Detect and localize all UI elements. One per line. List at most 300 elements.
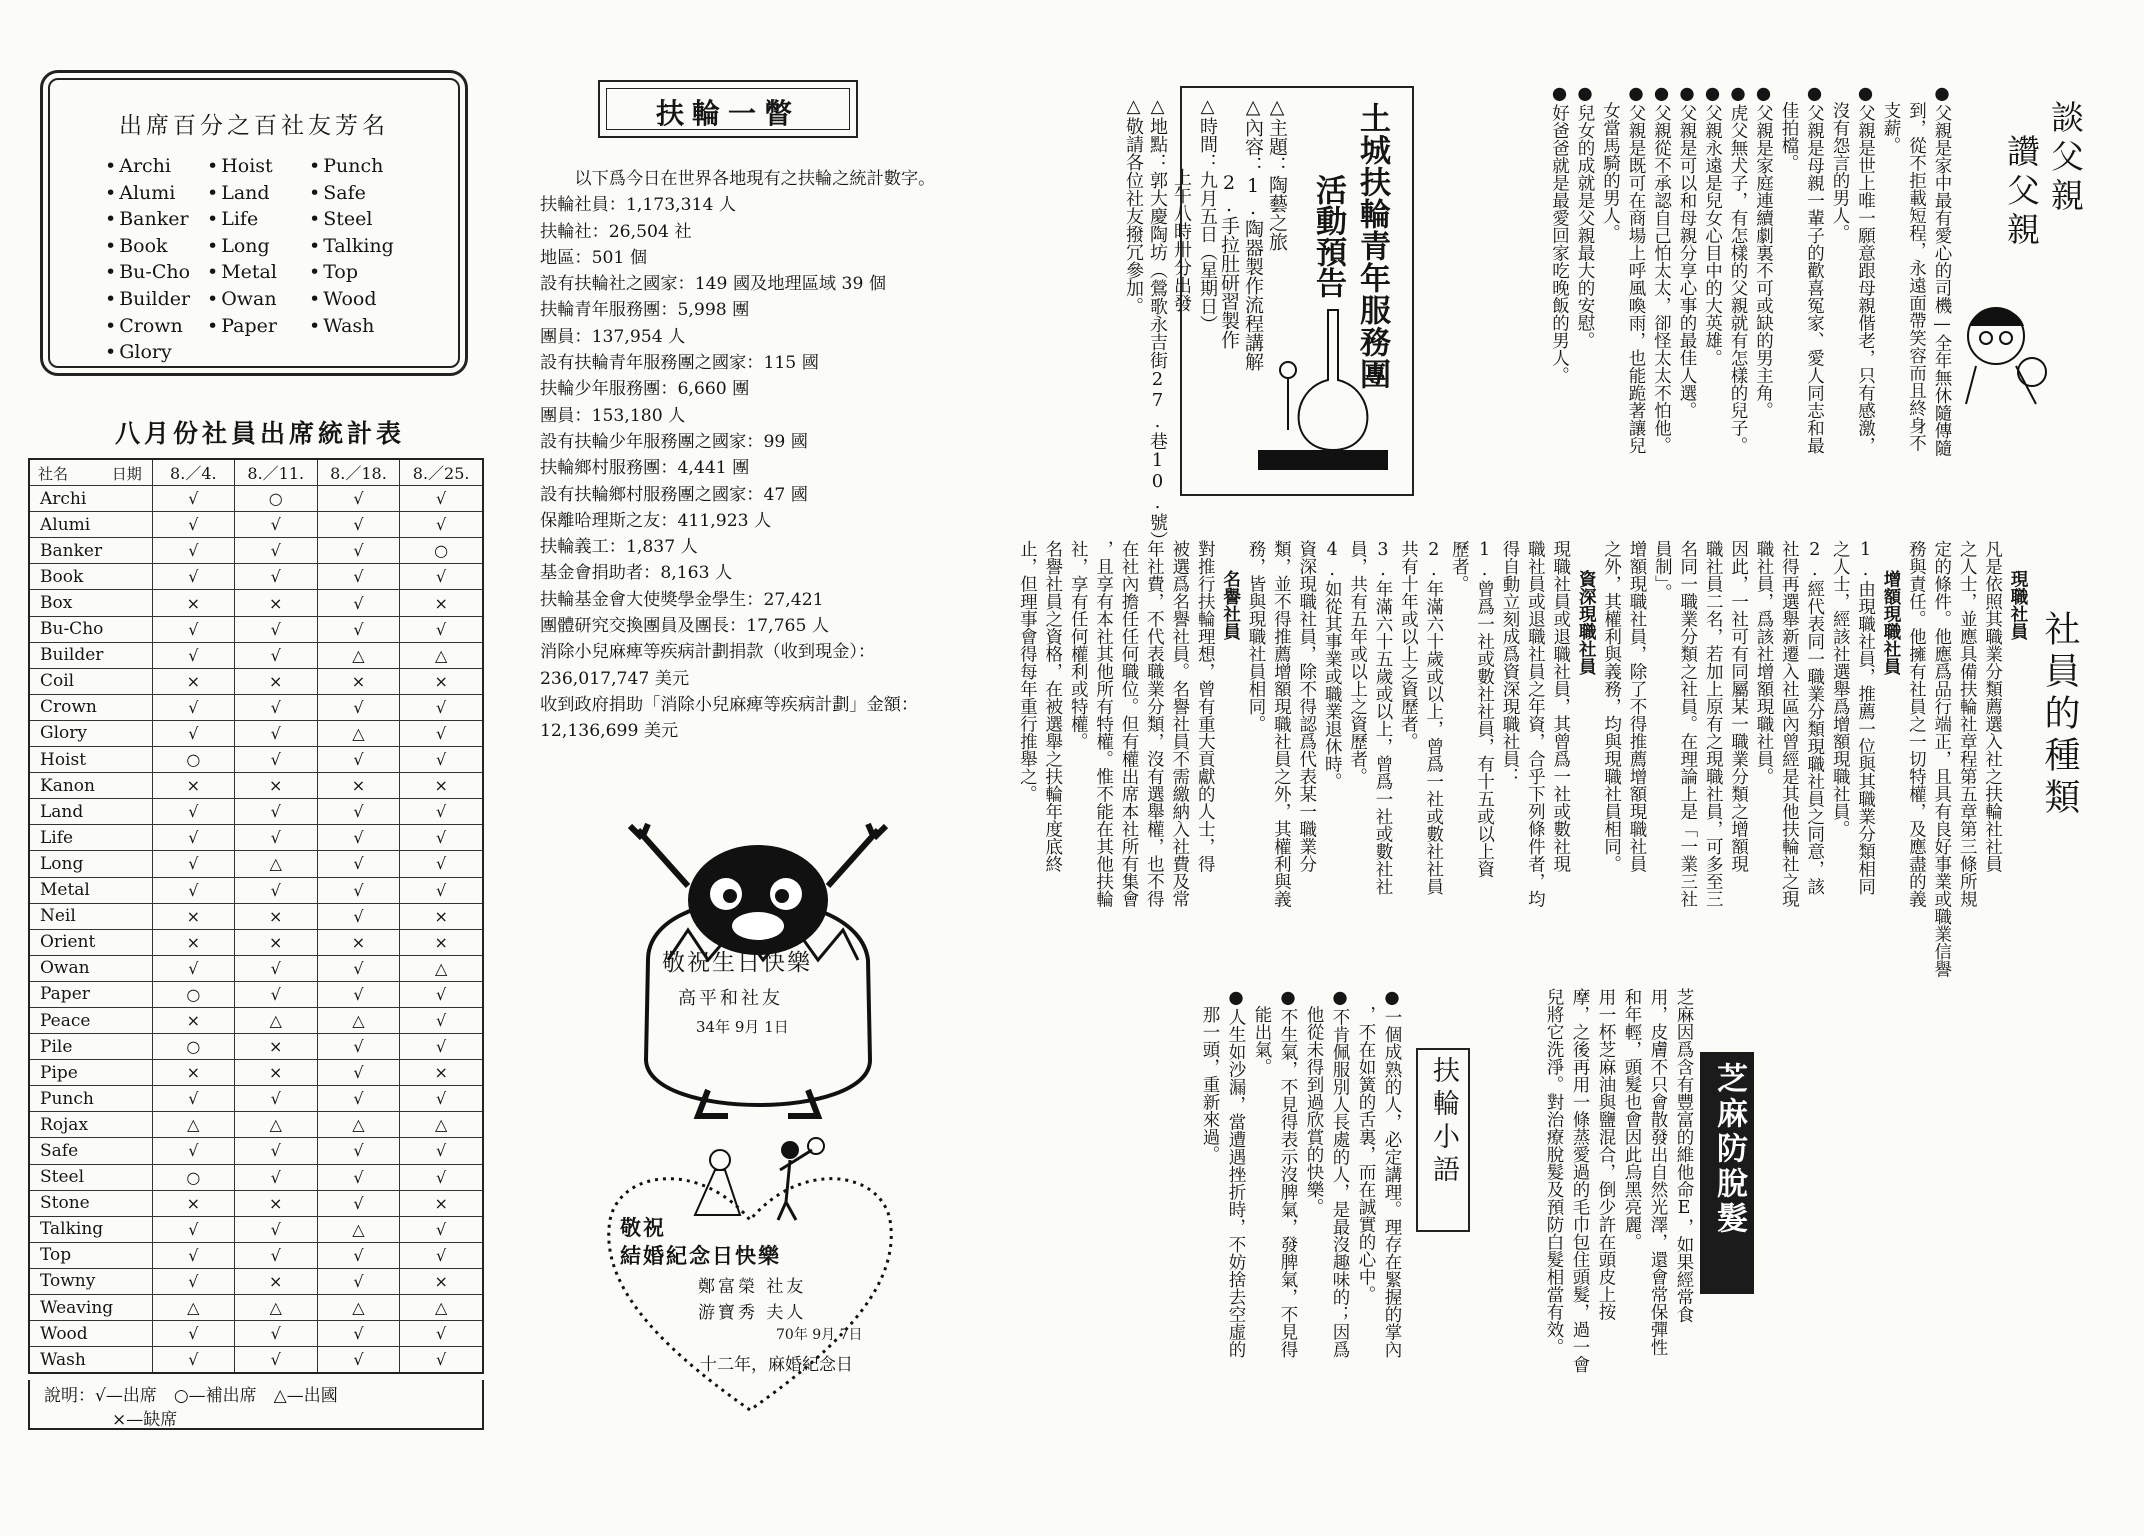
table-row — [29, 1268, 483, 1294]
father-line: ●父親是既可在商場上呼風喚雨，也能跪著讓兒 — [1626, 84, 1646, 454]
attendance-mark: △ — [317, 1216, 400, 1242]
stat-line: 扶輪鄉村服務團：4,441 團 — [540, 458, 750, 479]
stat-line: 扶輪義工：1,837 人 — [540, 537, 698, 558]
member-types-line: 因此，一社可有同屬某一職業分類之增額現 — [1728, 540, 1749, 873]
table-row — [29, 720, 483, 746]
attendance-mark: √ — [400, 1138, 483, 1164]
attendance-mark: △ — [400, 1112, 483, 1138]
member-types-line: 2.年滿六十歲或以上，曾爲一社或數社社員 — [1423, 540, 1444, 895]
stat-line: 設有扶輪青年服務團之國家：115 國 — [540, 353, 819, 374]
member-types-line: 職社員二名，若加上原有之現職社員，可多至三 — [1703, 540, 1724, 908]
attendance-mark: √ — [152, 877, 234, 903]
xiaoyu-title: 扶輪小語 — [1428, 1056, 1459, 1188]
attendance-mark: √ — [234, 538, 317, 564]
attendance-mark: √ — [317, 825, 400, 851]
member-types-line: 凡是依照其職業分類薦選入社之扶輪社社員 — [1982, 540, 2003, 873]
attendance-mark: △ — [234, 1007, 317, 1033]
stat-line: 扶輪少年服務團：6,660 團 — [540, 379, 750, 400]
attendance-mark: × — [152, 773, 234, 799]
sesame-line: 用一杯芝麻油與鹽混合，倒少許在頭皮上按 — [1596, 988, 1616, 1321]
attendance-mark: √ — [317, 1138, 400, 1164]
attendance-mark: √ — [234, 1216, 317, 1242]
stat-line: 團員：137,954 人 — [540, 326, 686, 347]
attendance-mark: √ — [152, 1347, 234, 1374]
attendance-mark: √ — [400, 1242, 483, 1268]
member-types-line: 之外，其權利與義務，均與現職社員相同。 — [1601, 540, 1622, 873]
perfect-name: • Bu-Cho — [105, 259, 190, 286]
birthday-date: 34年 9月 1日 — [696, 1018, 789, 1036]
attendance-mark: √ — [317, 1321, 400, 1347]
stat-line: 扶輪基金會大使獎學金學生：27,421 — [540, 589, 824, 610]
vase-illustration — [1248, 300, 1398, 480]
table-row — [29, 799, 483, 825]
attendance-mark: √ — [234, 1347, 317, 1374]
attendance-mark: √ — [400, 486, 483, 512]
member-types-line: 增額現職社員，除了不得推薦增額現職社員 — [1627, 540, 1647, 873]
member-types-line: 共有十年或以上之資歷者。 — [1398, 540, 1419, 750]
birthday-name: 高平和社友 — [678, 988, 783, 1009]
table-row — [29, 747, 483, 773]
attendance-mark: ○ — [152, 1164, 234, 1190]
notice-line: 上午八時卅分出發 — [1171, 96, 1192, 312]
father-line: 沒有怨言的男人。 — [1830, 84, 1850, 242]
member-types-line: 4.如從其事業或職業退休時。 — [1322, 540, 1343, 790]
attendance-mark: × — [234, 1060, 317, 1086]
attendance-mark: × — [400, 590, 483, 616]
attendance-mark: √ — [400, 512, 483, 538]
club-name-cell: Coil — [29, 668, 152, 694]
attendance-title: 八月份社員出席統計表 — [114, 419, 405, 448]
member-types-line: 在社內擔任任何職位。但有權出席本社所有集會 — [1119, 540, 1139, 908]
attendance-mark: √ — [317, 903, 400, 929]
table-row — [29, 851, 483, 877]
attendance-mark: × — [234, 1190, 317, 1216]
club-name-cell: Book — [29, 564, 152, 590]
attendance-mark: √ — [400, 981, 483, 1007]
attendance-mark: × — [152, 668, 234, 694]
attendance-mark: × — [400, 773, 483, 799]
attendance-mark: × — [400, 1060, 483, 1086]
attendance-mark: √ — [400, 720, 483, 746]
notice-line: △地點：郭大慶陶坊（鶯歌永吉街27.巷10.號） — [1147, 96, 1168, 549]
attendance-mark: √ — [317, 747, 400, 773]
sesame-line: 芝麻因爲含有豐富的維他命E，如果經常食 — [1674, 988, 1694, 1323]
legend-line-1: 說明：√—出席 ○—補出席 △—出國 — [44, 1386, 338, 1406]
member-types-line: 1.曾爲一社或數社社員，有十五或以上資 — [1474, 540, 1495, 878]
table-row — [29, 955, 483, 981]
perfect-attendance-box — [40, 70, 468, 376]
table-row — [29, 590, 483, 616]
attendance-mark: √ — [400, 616, 483, 642]
table-row — [29, 486, 483, 512]
member-types-title: 社員的種類 — [2039, 610, 2080, 820]
perfect-name: • Owan — [207, 286, 277, 313]
attendance-mark: √ — [152, 1138, 234, 1164]
table-row — [29, 825, 483, 851]
club-name-cell: Pile — [29, 1034, 152, 1060]
member-types-line: 止，但理事會得每年重行推舉之。 — [1017, 540, 1038, 803]
notice-line: △時間：九月五日（星期日） — [1197, 96, 1218, 333]
attendance-mark: × — [234, 1034, 317, 1060]
xiaoyu-line: 那一頭，重新來過。 — [1200, 988, 1220, 1163]
attendance-mark: △ — [317, 720, 400, 746]
attendance-mark: × — [400, 1190, 483, 1216]
table-row — [29, 1138, 483, 1164]
perfect-attendance-title: 出席百分之百社友芳名 — [119, 113, 389, 139]
club-name-cell: Owan — [29, 955, 152, 981]
attendance-mark: △ — [400, 955, 483, 981]
attendance-mark: √ — [317, 616, 400, 642]
table-row — [29, 616, 483, 642]
club-name-cell: Long — [29, 851, 152, 877]
notice-line: △敬請各位社友撥冗參加。 — [1123, 96, 1144, 315]
attendance-mark: √ — [317, 877, 400, 903]
father-line: ●父親是家中最有愛心的司機—全年無休隨傳隨 — [1932, 84, 1952, 457]
attendance-mark: √ — [317, 512, 400, 538]
table-row — [29, 694, 483, 720]
table-row — [29, 1060, 483, 1086]
attendance-mark: △ — [234, 1295, 317, 1321]
table-row — [29, 668, 483, 694]
member-types-line: 職社員，爲該社增額現職社員。 — [1754, 540, 1774, 785]
attendance-mark: √ — [400, 1007, 483, 1033]
member-types-line: 得自動立刻成爲資深現職社員： — [1500, 540, 1520, 785]
perfect-name: • Wash — [309, 313, 394, 340]
club-name-cell: Crown — [29, 694, 152, 720]
date-header: 8.／4. — [152, 459, 234, 486]
father-title-1: 談父親 — [2046, 100, 2085, 217]
attendance-mark: √ — [317, 1060, 400, 1086]
member-types-line: 類，並不得推薦增額現職社員之外，其權利與義 — [1271, 540, 1292, 908]
stats-lines — [540, 192, 960, 744]
attendance-mark: × — [234, 1268, 317, 1294]
attendance-mark: √ — [152, 825, 234, 851]
table-row — [29, 642, 483, 668]
sesame-line: 和年輕，頭髮也會因此烏黑亮麗。 — [1622, 988, 1642, 1251]
perfect-name: • Steel — [309, 206, 394, 233]
wedding-name-husband: 鄭富榮 社友 — [698, 1277, 807, 1297]
perfect-name: • Paper — [207, 313, 277, 340]
table-row — [29, 877, 483, 903]
attendance-mark: √ — [400, 851, 483, 877]
attendance-mark: √ — [317, 1086, 400, 1112]
attendance-mark: △ — [152, 1295, 234, 1321]
wedding-date: 70年 9月 7日 — [776, 1327, 863, 1343]
member-types-line: 之人士，經該社選舉爲增額現職社員。 — [1830, 540, 1851, 838]
father-line: ●父親從不承認自己怕太太，卻怪太太不怕他。 — [1651, 84, 1672, 454]
table-row — [29, 1321, 483, 1347]
member-types-line: 員制」。 — [1652, 540, 1673, 602]
attendance-mark: √ — [400, 1086, 483, 1112]
attendance-mark: × — [400, 929, 483, 955]
member-types-line: 現職社員 — [2008, 570, 2028, 640]
attendance-mark: √ — [317, 1164, 400, 1190]
attendance-mark: × — [400, 668, 483, 694]
xiaoyu-line: ●一個成熟的人，必定講理。理存在緊握的掌內 — [1382, 988, 1402, 1358]
attendance-mark: √ — [400, 877, 483, 903]
perfect-col-3 — [309, 153, 394, 339]
attendance-body — [29, 486, 483, 1374]
attendance-mark: √ — [400, 1347, 483, 1374]
attendance-mark: √ — [234, 694, 317, 720]
father-line: ●兒女的成就是父親最大的安慰。 — [1575, 84, 1595, 349]
attendance-mark: × — [234, 903, 317, 929]
club-name-cell: Punch — [29, 1086, 152, 1112]
attendance-mark: √ — [152, 642, 234, 668]
attendance-mark: √ — [234, 1321, 317, 1347]
attendance-header-row — [29, 459, 483, 486]
wedding-name-wife: 游寶秀 夫人 — [698, 1303, 807, 1323]
stats-intro: 以下爲今日在世界各地現有之扶輪之統計數字。 — [574, 169, 936, 189]
attendance-mark: × — [152, 929, 234, 955]
club-name-cell: Archi — [29, 486, 152, 512]
attendance-mark: √ — [317, 851, 400, 877]
attendance-mark: × — [152, 903, 234, 929]
father-child-illustration — [1956, 296, 2056, 406]
attendance-mark: √ — [152, 720, 234, 746]
table-row — [29, 1164, 483, 1190]
table-row — [29, 1216, 483, 1242]
member-types-line: 年社費，不代表職業分類，沒有選舉權，也不得 — [1144, 540, 1165, 908]
club-name-cell: Neil — [29, 903, 152, 929]
father-line: 佳拍檔。 — [1779, 84, 1799, 172]
club-name-cell: Stone — [29, 1190, 152, 1216]
attendance-table — [28, 458, 484, 1374]
attendance-mark: × — [317, 929, 400, 955]
xiaoyu-line: ●不肯佩服別人長處的人，是最沒趣味的；因爲 — [1330, 988, 1350, 1358]
club-name-cell: Top — [29, 1242, 152, 1268]
attendance-mark: ○ — [234, 486, 317, 512]
club-name-cell: Land — [29, 799, 152, 825]
attendance-mark: △ — [317, 642, 400, 668]
attendance-corner — [29, 459, 152, 486]
attendance-mark: √ — [234, 955, 317, 981]
attendance-mark: √ — [400, 1034, 483, 1060]
father-line: ●父親是母親一輩子的歡喜冤家、愛人同志和最 — [1804, 84, 1825, 454]
attendance-mark: √ — [152, 486, 234, 512]
perfect-name: • Land — [207, 180, 277, 207]
father-line: ●虎父無犬子，有怎樣的父親就有怎樣的兒子。 — [1728, 84, 1748, 454]
perfect-name: • Book — [105, 233, 190, 260]
member-types-line: ，且享有本社其他所有特權。惟不能在其他扶輪 — [1093, 540, 1114, 908]
attendance-mark: × — [234, 590, 317, 616]
attendance-mark: √ — [152, 538, 234, 564]
notice-title: 土城扶輪青年服務團 — [1354, 102, 1390, 390]
perfect-col-2 — [207, 153, 277, 339]
member-types-line: 3.年滿六十五歲或以上，曾爲一社或數社社 — [1373, 540, 1393, 895]
father-line: ●父親是世上唯一願意跟母親偕老，只有感激， — [1855, 84, 1876, 454]
member-types-line: 社得再選舉新遷入社區內曾經是其他扶輪社之現 — [1779, 540, 1800, 908]
member-types-line: 定的條件。他應爲品行端正，且具有良好事業或職業信譽 — [1931, 540, 1952, 978]
attendance-mark: √ — [317, 1190, 400, 1216]
member-types-line: 資深現職社員 — [1576, 570, 1597, 675]
table-row — [29, 1112, 483, 1138]
father-line: ●好爸爸就是最愛回家吃晚飯的男人。 — [1549, 84, 1570, 384]
attendance-mark: √ — [152, 1242, 234, 1268]
attendance-mark: △ — [317, 1295, 400, 1321]
attendance-mark: ○ — [152, 747, 234, 773]
stat-line: 設有扶輪少年服務團之國家：99 國 — [540, 431, 808, 452]
club-name-cell: Rojax — [29, 1112, 152, 1138]
table-row — [29, 1086, 483, 1112]
attendance-mark: √ — [400, 799, 483, 825]
attendance-mark: √ — [400, 747, 483, 773]
attendance-mark: √ — [234, 747, 317, 773]
attendance-mark: √ — [317, 590, 400, 616]
perfect-name: • Safe — [309, 180, 394, 207]
father-line: ●父親是可以和母親分享心事的最佳人選。 — [1677, 84, 1697, 419]
table-row — [29, 929, 483, 955]
father-line: 支薪。 — [1881, 84, 1901, 154]
wedding-anniversary: 十二年，麻婚紀念日 — [700, 1355, 853, 1375]
attendance-mark: √ — [152, 851, 234, 877]
perfect-name: • Wood — [309, 286, 394, 313]
notice-line: △主題：陶藝之旅 — [1266, 96, 1288, 251]
member-types-line: 現職社員或退職社員，其曾爲一社或數社現 — [1550, 540, 1571, 873]
attendance-mark: √ — [400, 694, 483, 720]
attendance-mark: √ — [317, 1268, 400, 1294]
stat-line: 扶輪社：26,504 社 — [540, 221, 692, 242]
xiaoyu-line: 能出氣。 — [1252, 988, 1272, 1076]
stat-line: 團體研究交換團員及團長：17,765 人 — [540, 616, 830, 637]
member-types-line: 1.由現職社員，推薦一位與其職業分類相同 — [1855, 540, 1876, 895]
attendance-mark: × — [317, 668, 400, 694]
attendance-mark: √ — [234, 981, 317, 1007]
perfect-name: • Glory — [105, 339, 190, 366]
member-types-line: 社，享有任何權利或特權。 — [1068, 540, 1089, 750]
stat-line: 設有扶輪社之國家：149 國及地理區域 39 個 — [540, 274, 887, 295]
attendance-mark: √ — [317, 1242, 400, 1268]
attendance-mark: √ — [234, 1242, 317, 1268]
club-name-cell: Orient — [29, 929, 152, 955]
table-row — [29, 564, 483, 590]
table-row — [29, 1295, 483, 1321]
legend-line-2: ×—缺席 — [112, 1410, 178, 1430]
rotary-statistics — [540, 166, 960, 745]
attendance-mark: √ — [234, 1164, 317, 1190]
member-types-line: 資深現職社員，除不得認爲代表某一職業分 — [1296, 540, 1317, 873]
attendance-mark: √ — [400, 825, 483, 851]
sesame-line: 兒將它洗淨。對治療脫髮及預防白髮相當有效。 — [1544, 988, 1564, 1356]
club-name-cell: Wood — [29, 1321, 152, 1347]
member-types-line: 增額現職社員 — [1881, 570, 1901, 675]
club-name-cell: Bu-Cho — [29, 616, 152, 642]
xiaoyu-line: ●人生如沙漏，當遭遇挫折時，不妨捨去空虛的 — [1226, 988, 1246, 1358]
sesame-line: 用，皮膚不只會散發出自然光澤，還會常保彈性 — [1648, 988, 1668, 1356]
member-types-line: 2.經代表同一職業分類現職社員之同意，該 — [1804, 540, 1825, 895]
club-name-cell: Wash — [29, 1347, 152, 1374]
table-row — [29, 903, 483, 929]
attendance-mark: √ — [152, 1321, 234, 1347]
attendance-mark: √ — [234, 564, 317, 590]
attendance-mark: √ — [317, 1034, 400, 1060]
perfect-name: • Long — [207, 233, 277, 260]
attendance-mark: √ — [400, 1164, 483, 1190]
member-types-line: 名譽社員 — [1220, 570, 1241, 640]
attendance-mark: × — [152, 1007, 234, 1033]
member-types-line: 名譽社員之資格，在被選舉之扶輪年度底終 — [1042, 540, 1063, 873]
attendance-mark: √ — [317, 486, 400, 512]
attendance-mark: √ — [152, 564, 234, 590]
club-name-cell: Banker — [29, 538, 152, 564]
attendance-mark: ○ — [152, 1034, 234, 1060]
club-name-cell: Pipe — [29, 1060, 152, 1086]
attendance-mark: √ — [234, 512, 317, 538]
birthday-heading: 敬祝生日快樂 — [662, 950, 812, 976]
attendance-mark: × — [317, 773, 400, 799]
attendance-mark: √ — [317, 564, 400, 590]
club-name-cell: Steel — [29, 1164, 152, 1190]
club-name-cell: Builder — [29, 642, 152, 668]
member-types-line: 被選爲名譽社員。名譽社員不需繳納入社費及常 — [1169, 540, 1190, 908]
glance-title: 扶輪一瞥 — [655, 97, 800, 130]
attendance-mark: √ — [234, 799, 317, 825]
stat-line: 團員：153,180 人 — [540, 405, 686, 426]
father-title-2: 讚父親 — [2002, 134, 2041, 251]
father-line: 女當馬騎的男人。 — [1600, 84, 1621, 242]
attendance-mark: △ — [234, 851, 317, 877]
table-row — [29, 981, 483, 1007]
attendance-mark: △ — [152, 1112, 234, 1138]
notice-line: 2.手拉肚研習製作 — [1218, 96, 1240, 349]
wedding-heart-illustration — [590, 1120, 910, 1420]
father-line: 到，從不拒載短程，永遠面帶笑容而且終身不 — [1906, 84, 1927, 452]
club-name-cell: Kanon — [29, 773, 152, 799]
club-name-cell: Life — [29, 825, 152, 851]
perfect-name: • Crown — [105, 313, 190, 340]
stat-line: 收到政府捐助「消除小兒麻痺等疾病計劃」金額：12,136,699 美元 — [540, 694, 919, 742]
attendance-mark: × — [400, 1268, 483, 1294]
perfect-name: • Banker — [105, 206, 190, 233]
attendance-mark: √ — [400, 1216, 483, 1242]
member-types-line: 名同一職業分類之社員。在理論上是「一業三社 — [1677, 540, 1698, 908]
club-name-cell: Towny — [29, 1268, 152, 1294]
attendance-mark: √ — [400, 1321, 483, 1347]
club-name-cell: Peace — [29, 1007, 152, 1033]
sesame-line: 摩，之後再用一條蒸愛過的毛巾包住頭髮，過一會 — [1570, 988, 1590, 1373]
perfect-name: • Hoist — [207, 153, 277, 180]
attendance-mark: √ — [317, 981, 400, 1007]
table-row — [29, 1242, 483, 1268]
attendance-mark: √ — [234, 825, 317, 851]
club-name-cell: Hoist — [29, 747, 152, 773]
perfect-name: • Life — [207, 206, 277, 233]
attendance-mark: √ — [234, 1138, 317, 1164]
stat-line: 扶輪社員：1,173,314 人 — [540, 195, 737, 216]
corner-name-label: 社名 — [38, 465, 69, 483]
member-types-line: 之人士，並應具備扶輪社章程第五章第三條所規 — [1957, 540, 1978, 908]
xiaoyu-line: ●不生氣，不見得表示沒脾氣，發脾氣，不見得 — [1278, 988, 1298, 1358]
attendance-mark: √ — [152, 1216, 234, 1242]
attendance-mark: √ — [152, 616, 234, 642]
perfect-name: • Talking — [309, 233, 394, 260]
attendance-mark: √ — [152, 955, 234, 981]
stat-line: 設有扶輪鄉村服務團之國家：47 國 — [540, 484, 808, 505]
attendance-mark: √ — [317, 694, 400, 720]
attendance-mark: ○ — [400, 538, 483, 564]
attendance-mark: × — [152, 1190, 234, 1216]
member-types-line: 歷者。 — [1449, 540, 1470, 593]
club-name-cell: Weaving — [29, 1295, 152, 1321]
attendance-mark: √ — [234, 642, 317, 668]
perfect-name: • Top — [309, 259, 394, 286]
attendance-mark: √ — [234, 1086, 317, 1112]
member-types-line: 務與責任。他擁有社員之一切特權，及應盡的義 — [1906, 540, 1927, 908]
attendance-mark: √ — [317, 538, 400, 564]
attendance-mark: × — [234, 668, 317, 694]
stat-line: 保離哈理斯之友：411,923 人 — [540, 510, 772, 531]
table-row — [29, 512, 483, 538]
